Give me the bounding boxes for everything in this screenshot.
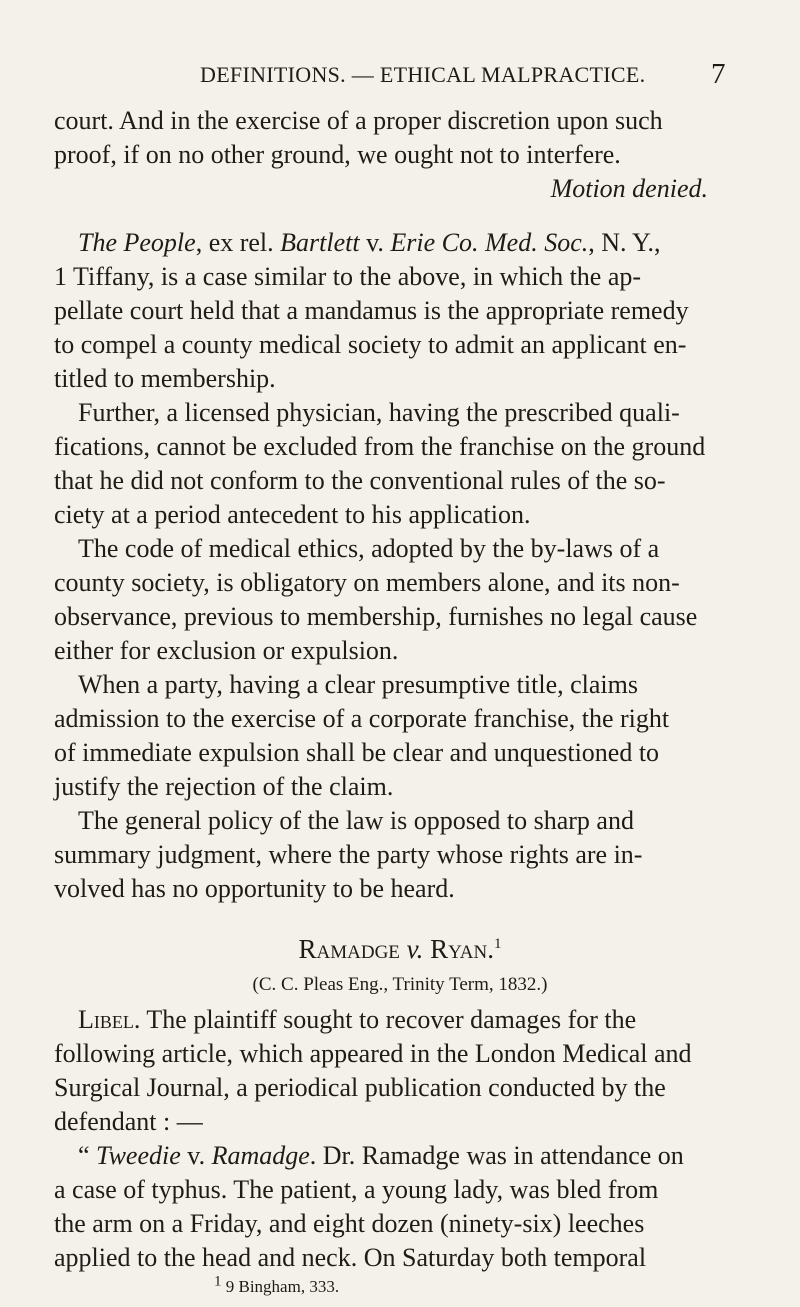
text-line: When a party, having a clear presumptive title, claims <box>78 670 638 699</box>
text-line: observance, previous to membership, furnishes no legal cause <box>54 602 698 631</box>
text-line: county society, is obligatory on members alone, and its non- <box>54 568 680 597</box>
court-info: (C. C. Pleas Eng., Trinity Term, 1832.) <box>252 974 548 995</box>
text-line: volved has no opportunity to be heard. <box>54 874 455 903</box>
case-tail: , N. Y., <box>588 228 661 257</box>
page-number: 7 <box>711 58 726 90</box>
text-line: of immediate expulsion shall be clear and unquestioned to <box>54 738 660 767</box>
quote-rest: . Dr. Ramadge was in attendance on <box>309 1141 684 1170</box>
text-line: Further, a licensed physician, having the prescribed quali- <box>78 398 680 427</box>
text-line: The code of medical ethics, adopted by the by-laws of a <box>78 534 660 563</box>
case-versus: v. <box>406 934 424 964</box>
case-party: Bartlett <box>280 228 360 257</box>
case-heading <box>0 934 800 964</box>
running-title: DEFINITIONS. — ETHICAL MALPRACTICE. <box>200 62 646 87</box>
text-line: defendant : — <box>54 1107 203 1136</box>
footnote-text: 9 Bingham, 333. <box>221 1277 340 1296</box>
text-line: Surgical Journal, a periodical publication conducted by the <box>54 1073 666 1102</box>
text-line: a case of typhus. The patient, a young lady, was bled from <box>54 1175 659 1204</box>
text-line: to compel a county medical society to admit an applicant en- <box>54 330 687 359</box>
case-plaintiff: Ramadge <box>298 934 400 964</box>
case-mid: , ex rel. <box>195 228 281 257</box>
quote-open: “ <box>78 1141 97 1170</box>
text-line: fications, cannot be excluded from the franchise on the ground <box>54 432 706 461</box>
party-ramadge: Ramadge <box>211 1141 310 1170</box>
decision <box>551 174 708 204</box>
running-head <box>0 58 800 98</box>
text-line: following article, which appeared in the London Medical and <box>54 1039 692 1068</box>
libel-lead: Libel. <box>78 1005 141 1034</box>
text-line <box>78 1141 684 1171</box>
case-v: v. <box>359 228 391 257</box>
text-line: that he did not conform to the conventional rules of the so- <box>54 466 666 495</box>
party-tweedie: Tweedie <box>96 1141 181 1170</box>
text-line: either for exclusion or expulsion. <box>54 636 399 665</box>
text-line: justify the rejection of the claim. <box>54 772 394 801</box>
footnote-number: 1 <box>214 1273 222 1290</box>
case-name: The People <box>78 228 196 257</box>
text-line: proof, if on no other ground, we ought not to interfere. <box>54 140 621 169</box>
case-defendant-heading: Ryan. <box>430 934 494 964</box>
decision-text: Motion denied. <box>550 174 708 203</box>
text-line: 1 Tiffany, is a case similar to the above, in which the ap- <box>54 262 642 291</box>
text-line: summary judgment, where the party whose rights are in- <box>54 840 643 869</box>
footnote <box>214 1272 339 1302</box>
libel-rest: The plaintiff sought to recover damages for the <box>140 1005 637 1034</box>
text-line: court. And in the exercise of a proper discretion upon such <box>54 106 663 135</box>
text-line: pellate court held that a mandamus is the appropriate remedy <box>54 296 689 325</box>
text-line: The general policy of the law is opposed to sharp and <box>78 806 634 835</box>
party-v: v. <box>180 1141 212 1170</box>
text-line: applied to the head and neck. On Saturday both temporal <box>54 1243 647 1272</box>
case-citation <box>78 228 661 258</box>
text-line: titled to membership. <box>54 364 276 393</box>
text-line <box>78 1005 636 1035</box>
footnote-mark: 1 <box>493 936 502 952</box>
text-line: ciety at a period antecedent to his application. <box>54 500 531 529</box>
text-line: the arm on a Friday, and eight dozen (ninety-six) leeches <box>54 1209 645 1238</box>
case-defendant: Erie Co. Med. Soc. <box>390 228 589 257</box>
text-line: admission to the exercise of a corporate franchise, the right <box>54 704 670 733</box>
